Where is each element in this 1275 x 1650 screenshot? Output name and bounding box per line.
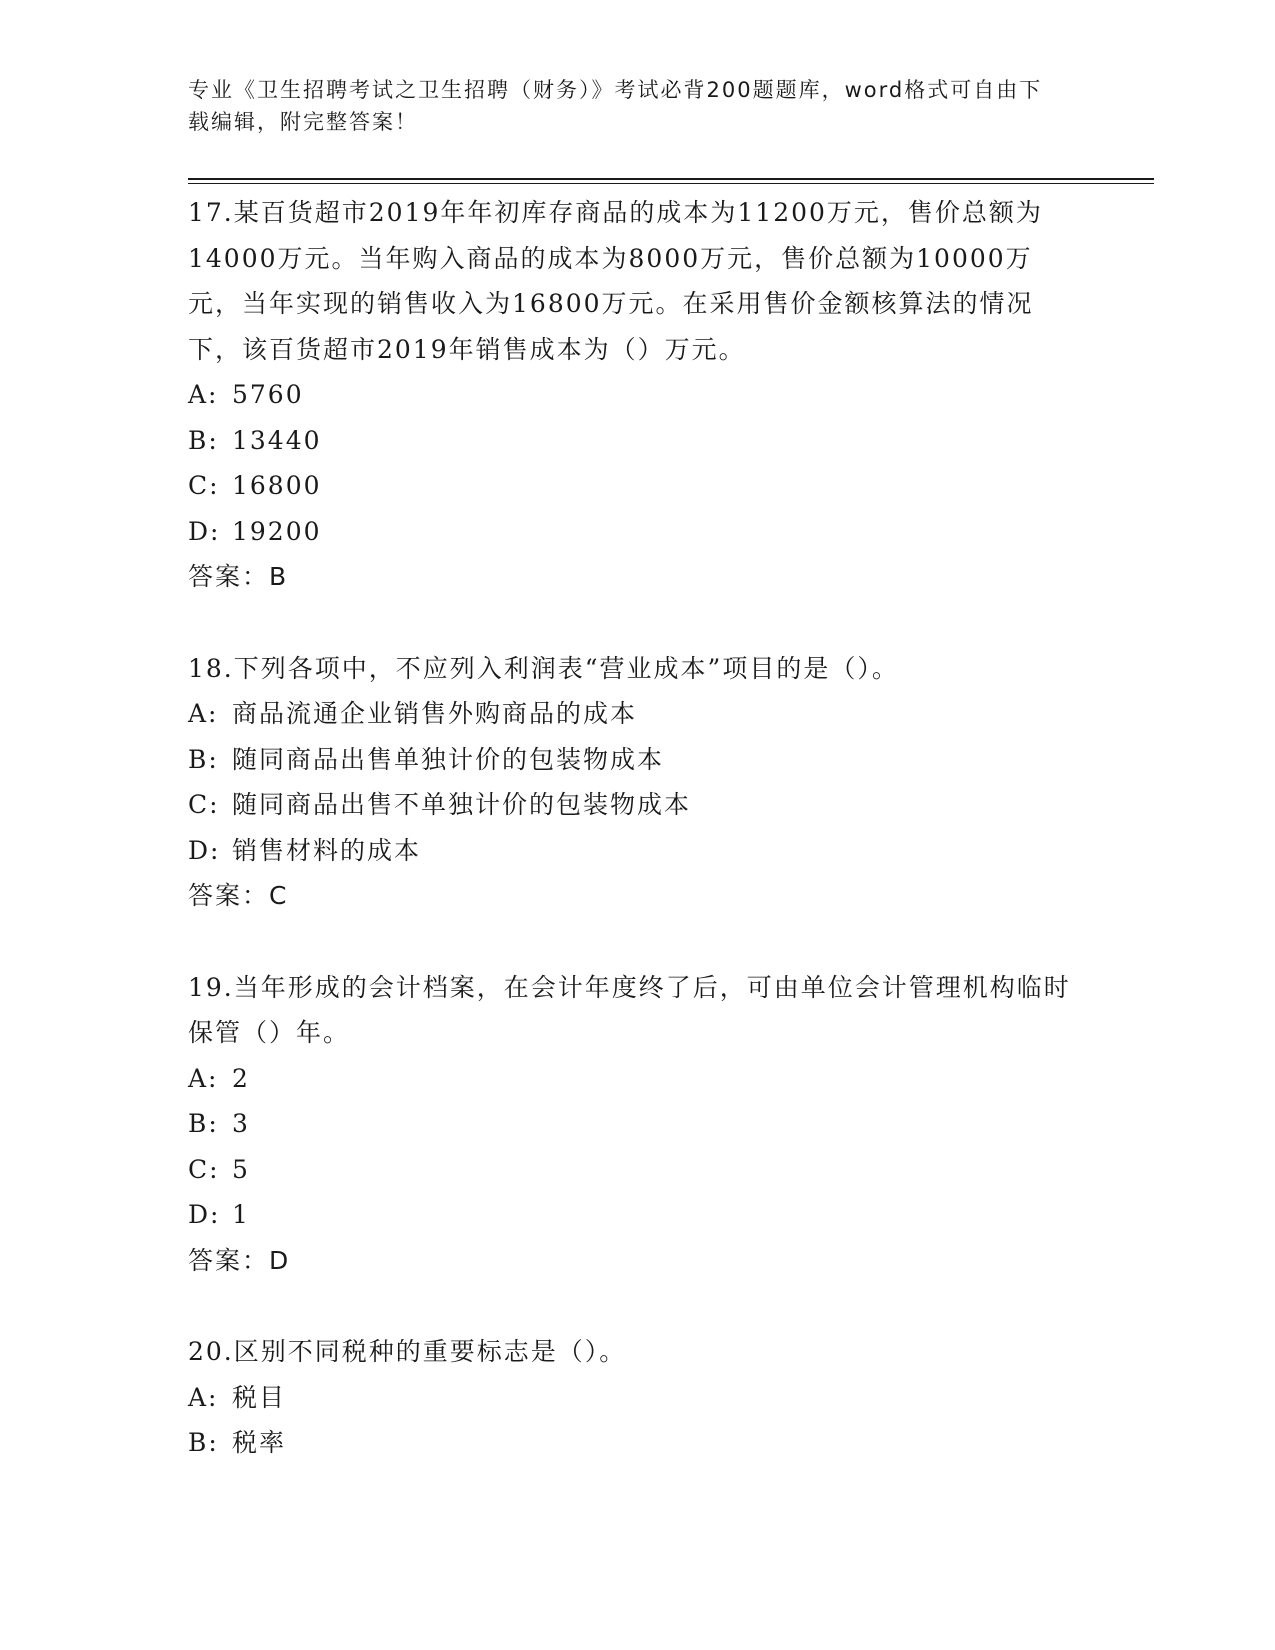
option-text: 随同商品出售不单独计价的包装物成本 (232, 790, 692, 819)
option-label: B: (188, 1109, 219, 1138)
option-label: B: (188, 744, 219, 774)
option-label: A: (188, 1382, 219, 1412)
question-text: 18.下列各项中，不应列入利润表“营业成本”项目的是（）。 (188, 653, 899, 683)
question-text: 19.当年形成的会计档案，在会计年度终了后，可由单位会计管理机构临时保管（）年。 (188, 972, 1071, 1047)
question-18 (188, 646, 1078, 919)
option-label: C: (188, 1154, 220, 1184)
option-text: 2 (232, 1063, 250, 1093)
option-b (188, 737, 1078, 783)
option-a (188, 691, 1078, 737)
option-c (188, 463, 1078, 509)
option-a (188, 1056, 1078, 1102)
answer-text: 答案：D (188, 1245, 291, 1275)
option-label: B: (188, 1428, 219, 1457)
header-divider-thick (188, 178, 1154, 180)
option-c (188, 782, 1078, 828)
option-text: 1 (232, 1200, 250, 1229)
question-text: 20.区别不同税种的重要标志是（）。 (188, 1337, 627, 1366)
question-17 (188, 190, 1078, 600)
option-label: A: (188, 380, 219, 409)
option-text: 销售材料的成本 (232, 835, 422, 865)
option-label: D: (188, 516, 221, 546)
option-text: 随同商品出售单独计价的包装物成本 (232, 744, 665, 774)
option-text: 16800 (232, 471, 322, 500)
option-label: A: (188, 699, 219, 728)
document-header: 专业《卫生招聘考试之卫生招聘（财务）》考试必背200题题库，word格式可自由下载编辑，附完整答案！ (188, 78, 1043, 134)
answer-text: 答案：B (188, 562, 289, 591)
question-19 (188, 965, 1078, 1284)
answer-text: 答案：C (188, 881, 289, 910)
option-b (188, 418, 1078, 464)
option-a (188, 1375, 1078, 1421)
option-c (188, 1147, 1078, 1193)
header-divider-thin (188, 183, 1154, 184)
option-b (188, 1101, 1078, 1147)
option-label: D: (188, 1200, 221, 1229)
option-text: 税率 (232, 1428, 287, 1457)
option-text: 5 (232, 1154, 250, 1184)
option-d (188, 1192, 1078, 1238)
question-text: 17.某百货超市2019年年初库存商品的成本为11200万元，售价总额为14000万元。当年购入商品的成本为8000万元，售价总额为10000万元，当年实现的销售收入为16800万元。在采用售价金额核算法的情况下，该百货超市2019年销售成本为（）万元。 (188, 198, 1043, 364)
option-label: A: (188, 1063, 219, 1093)
option-label: D: (188, 835, 221, 865)
option-d (188, 828, 1078, 874)
option-text: 5760 (232, 380, 304, 409)
option-text: 商品流通企业销售外购商品的成本 (232, 699, 638, 728)
option-text: 13440 (232, 425, 322, 455)
option-a (188, 372, 1078, 418)
question-list (188, 190, 1078, 1512)
option-b (188, 1420, 1078, 1466)
option-text: 19200 (232, 516, 322, 546)
question-20 (188, 1329, 1078, 1466)
option-label: C: (188, 790, 220, 819)
option-label: C: (188, 471, 220, 500)
option-d (188, 509, 1078, 555)
option-text: 3 (232, 1109, 250, 1138)
option-label: B: (188, 425, 219, 455)
option-text: 税目 (232, 1382, 287, 1412)
